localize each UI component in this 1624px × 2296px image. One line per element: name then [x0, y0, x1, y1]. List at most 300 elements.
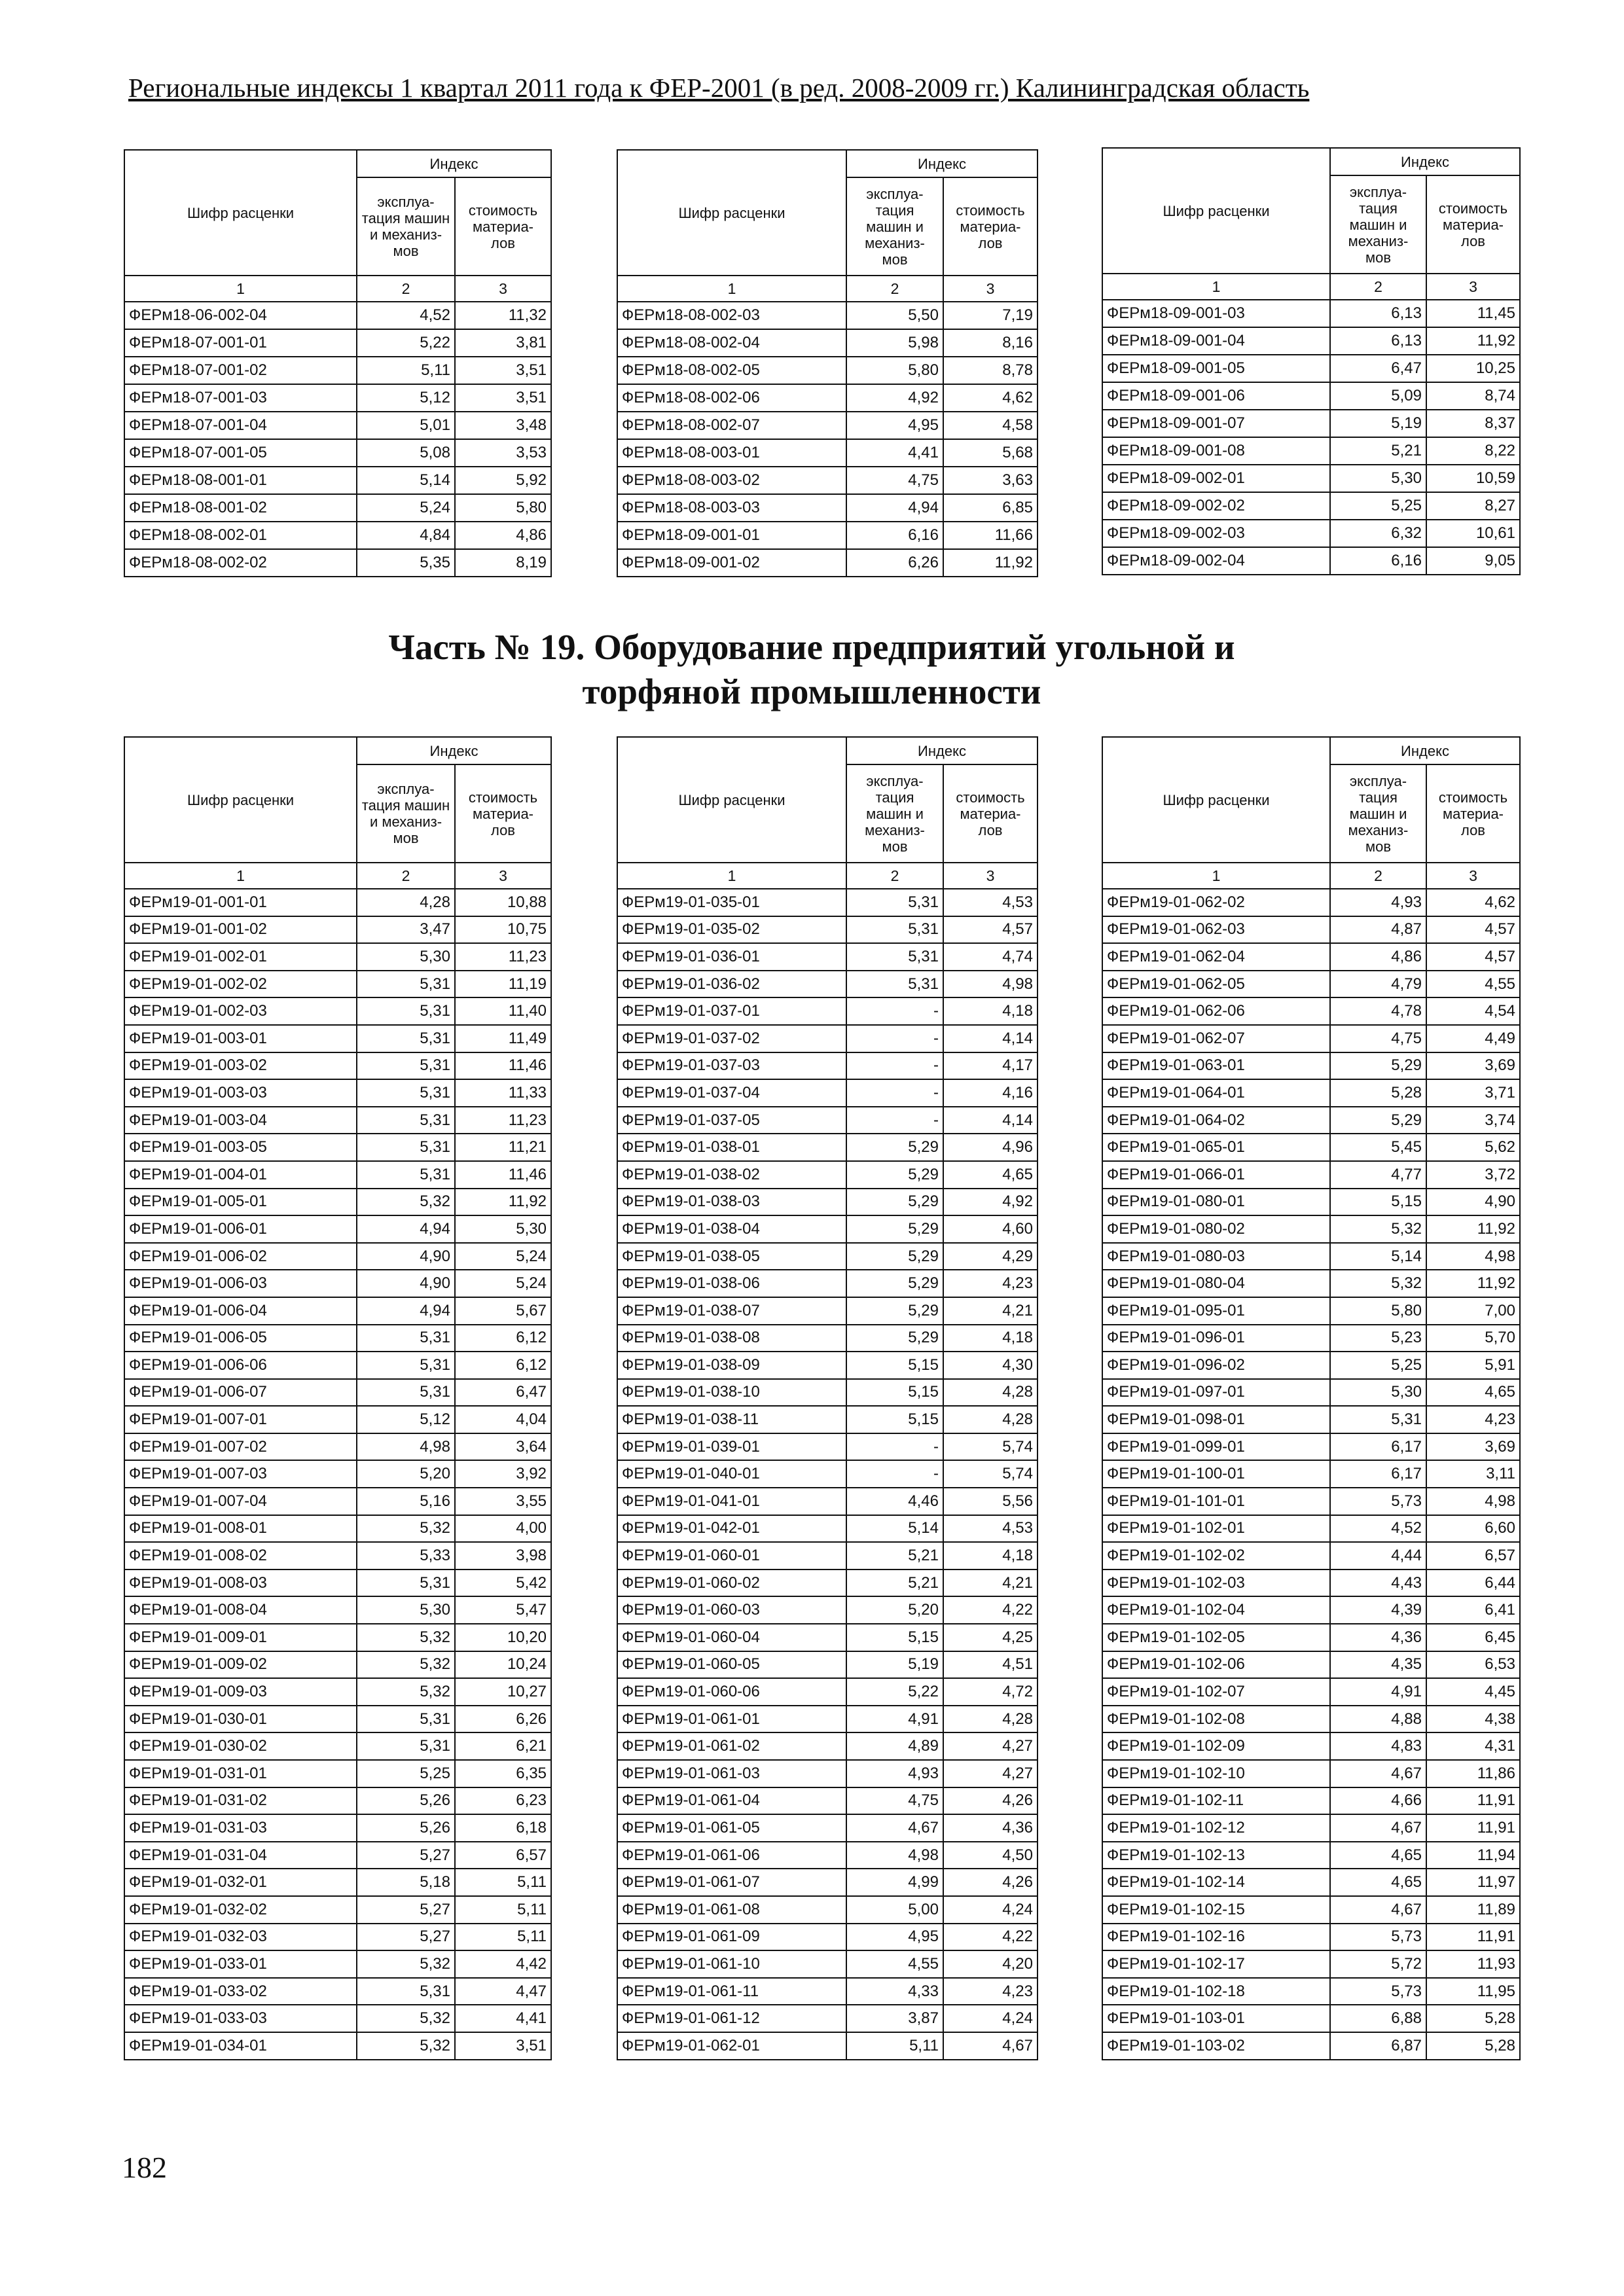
machines-index-cell: 4,86 — [1330, 943, 1426, 971]
rate-code-cell: ФЕРм19-01-037-03 — [617, 1052, 846, 1080]
materials-index-cell: 10,88 — [455, 889, 551, 916]
machines-index-cell: 5,11 — [357, 357, 455, 384]
materials-index-cell: 4,45 — [1426, 1678, 1520, 1706]
rate-code-cell: ФЕРм19-01-102-16 — [1102, 1924, 1330, 1951]
column-number-row — [1102, 863, 1520, 889]
table-row — [1102, 1842, 1520, 1869]
table-row — [124, 1896, 551, 1924]
materials-index-cell: 4,54 — [1426, 997, 1520, 1025]
rate-code-cell: ФЕРм19-01-008-04 — [124, 1596, 357, 1624]
table-row — [1102, 1107, 1520, 1134]
rate-code-cell: ФЕРм18-07-001-05 — [124, 439, 357, 467]
machines-index-cell: 5,80 — [1330, 1297, 1426, 1325]
machines-index-cell: 5,00 — [846, 1896, 943, 1924]
rate-code-cell: ФЕРм19-01-102-18 — [1102, 1978, 1330, 2005]
materials-index-cell: 4,98 — [943, 971, 1038, 998]
table-row — [1102, 1406, 1520, 1433]
rate-code-cell: ФЕРм19-01-030-01 — [124, 1706, 357, 1733]
table-row — [1102, 1814, 1520, 1842]
table-row — [617, 549, 1038, 577]
machines-index-cell: 5,31 — [846, 943, 943, 971]
code-column-header: Шифр расценки — [1102, 148, 1330, 274]
materials-index-cell: 4,86 — [455, 522, 551, 549]
table-row — [617, 1950, 1038, 1978]
machines-column-header: эксплуа- тация машин и механиз- мов — [1330, 175, 1426, 274]
machines-index-cell: 5,29 — [1330, 1107, 1426, 1134]
table-row — [1102, 1924, 1520, 1951]
table-row — [617, 1406, 1038, 1433]
column-number: 1 — [1102, 863, 1330, 889]
machines-index-cell: - — [846, 1433, 943, 1461]
column-number: 3 — [1426, 863, 1520, 889]
materials-index-cell: 5,24 — [455, 1243, 551, 1270]
materials-index-cell: 3,74 — [1426, 1107, 1520, 1134]
machines-index-cell: 5,31 — [357, 1161, 455, 1189]
table-row — [124, 2005, 551, 2032]
machines-index-cell: 5,30 — [357, 943, 455, 971]
table-row — [1102, 1189, 1520, 1216]
table-row — [124, 1107, 551, 1134]
materials-index-cell: 4,36 — [943, 1814, 1038, 1842]
materials-index-cell: 5,28 — [1426, 2005, 1520, 2032]
machines-index-cell: 5,21 — [846, 1542, 943, 1570]
rate-code-cell: ФЕРм19-01-061-02 — [617, 1732, 846, 1760]
machines-index-cell: 6,88 — [1330, 2005, 1426, 2032]
materials-index-cell: 4,26 — [943, 1869, 1038, 1896]
part-title-line1: Часть № 19. Оборудование предприятий угольной и — [388, 627, 1235, 667]
rate-code-cell: ФЕРм19-01-002-01 — [124, 943, 357, 971]
machines-index-cell: 5,32 — [357, 1189, 455, 1216]
rate-code-cell: ФЕРм19-01-096-01 — [1102, 1325, 1330, 1352]
rate-code-cell: ФЕРм19-01-065-01 — [1102, 1134, 1330, 1161]
machines-index-cell: 5,31 — [357, 1079, 455, 1107]
table-row — [1102, 492, 1520, 520]
index-column-header: Индекс — [846, 150, 1038, 177]
materials-index-cell: 10,75 — [455, 916, 551, 944]
table-row — [1102, 2005, 1520, 2032]
materials-index-cell: 8,37 — [1426, 410, 1520, 437]
machines-index-cell: 5,72 — [1330, 1950, 1426, 1978]
rate-code-cell: ФЕРм19-01-098-01 — [1102, 1406, 1330, 1433]
materials-index-cell: 6,45 — [1426, 1624, 1520, 1651]
machines-index-cell: 5,15 — [846, 1379, 943, 1407]
rate-code-cell: ФЕРм18-09-001-05 — [1102, 355, 1330, 382]
materials-index-cell: 11,66 — [943, 522, 1038, 549]
table-row — [617, 1542, 1038, 1570]
table-row — [124, 1488, 551, 1515]
machines-index-cell: 5,32 — [357, 1515, 455, 1543]
machines-index-cell: 4,91 — [846, 1706, 943, 1733]
materials-index-cell: 4,00 — [455, 1515, 551, 1543]
rate-code-cell: ФЕРм19-01-063-01 — [1102, 1052, 1330, 1080]
materials-index-cell: 4,67 — [943, 2032, 1038, 2060]
rate-code-cell: ФЕРм19-01-001-01 — [124, 889, 357, 916]
table-row — [617, 971, 1038, 998]
table-row — [124, 1869, 551, 1896]
rate-code-cell: ФЕРм19-01-001-02 — [124, 916, 357, 944]
machines-index-cell: 5,32 — [357, 2032, 455, 2060]
machines-index-cell: 6,16 — [1330, 547, 1426, 575]
table-header-row — [124, 737, 551, 764]
machines-index-cell: 5,32 — [357, 2005, 455, 2032]
materials-index-cell: 4,28 — [943, 1379, 1038, 1407]
machines-index-cell: 5,15 — [1330, 1189, 1426, 1216]
materials-index-cell: 4,57 — [943, 916, 1038, 944]
table-row — [124, 1352, 551, 1379]
materials-index-cell: 3,53 — [455, 439, 551, 467]
rate-code-cell: ФЕРм19-01-060-03 — [617, 1596, 846, 1624]
materials-index-cell: 11,86 — [1426, 1760, 1520, 1787]
machines-index-cell: 5,31 — [357, 997, 455, 1025]
materials-index-cell: 5,47 — [455, 1596, 551, 1624]
machines-index-cell: 5,31 — [357, 1325, 455, 1352]
materials-index-cell: 6,53 — [1426, 1651, 1520, 1679]
column-number: 1 — [124, 276, 357, 302]
materials-index-cell: 3,51 — [455, 2032, 551, 2060]
column-number: 3 — [1426, 274, 1520, 300]
machines-index-cell: 4,77 — [1330, 1161, 1426, 1189]
machines-index-cell: 4,75 — [846, 1787, 943, 1815]
machines-index-cell: 4,67 — [846, 1814, 943, 1842]
rate-code-cell: ФЕРм18-09-001-04 — [1102, 327, 1330, 355]
materials-index-cell: 6,26 — [455, 1706, 551, 1733]
column-number: 2 — [846, 276, 943, 302]
table-row — [1102, 300, 1520, 327]
column-number-row — [617, 863, 1038, 889]
materials-index-cell: 4,25 — [943, 1624, 1038, 1651]
rate-code-cell: ФЕРм19-01-009-01 — [124, 1624, 357, 1651]
column-number: 1 — [1102, 274, 1330, 300]
table-row — [617, 1706, 1038, 1733]
rate-code-cell: ФЕРм19-01-103-01 — [1102, 2005, 1330, 2032]
materials-index-cell: 9,05 — [1426, 547, 1520, 575]
materials-index-cell: 4,49 — [1426, 1025, 1520, 1052]
machines-index-cell: 4,78 — [1330, 997, 1426, 1025]
materials-column-header: стоимость материа- лов — [943, 764, 1038, 863]
table-row — [617, 412, 1038, 439]
table-row — [1102, 1624, 1520, 1651]
rate-code-cell: ФЕРм19-01-102-14 — [1102, 1869, 1330, 1896]
machines-index-cell: 6,26 — [846, 549, 943, 577]
rate-code-cell: ФЕРм19-01-102-17 — [1102, 1950, 1330, 1978]
table-row — [1102, 1325, 1520, 1352]
index-table-part19-col3 — [1102, 736, 1521, 2060]
rate-code-cell: ФЕРм19-01-102-11 — [1102, 1787, 1330, 1815]
table-row — [617, 1624, 1038, 1651]
rate-code-cell: ФЕРм19-01-102-08 — [1102, 1706, 1330, 1733]
materials-index-cell: 4,14 — [943, 1107, 1038, 1134]
machines-index-cell: 4,66 — [1330, 1787, 1426, 1815]
materials-index-cell: 4,72 — [943, 1678, 1038, 1706]
table-row — [1102, 971, 1520, 998]
rate-code-cell: ФЕРм19-01-102-05 — [1102, 1624, 1330, 1651]
table-row — [617, 889, 1038, 916]
rate-code-cell: ФЕРм19-01-038-01 — [617, 1134, 846, 1161]
materials-index-cell: 11,92 — [1426, 327, 1520, 355]
materials-index-cell: 3,69 — [1426, 1433, 1520, 1461]
rate-code-cell: ФЕРм19-01-038-06 — [617, 1270, 846, 1297]
machines-index-cell: 5,31 — [357, 1134, 455, 1161]
table-row — [124, 439, 551, 467]
table-row — [1102, 1488, 1520, 1515]
materials-index-cell: 6,35 — [455, 1760, 551, 1787]
column-number-row — [124, 276, 551, 302]
materials-index-cell: 4,26 — [943, 1787, 1038, 1815]
materials-index-cell: 4,62 — [943, 384, 1038, 412]
materials-index-cell: 4,57 — [1426, 943, 1520, 971]
machines-index-cell: 5,09 — [1330, 382, 1426, 410]
table-row — [124, 467, 551, 494]
machines-index-cell: 5,32 — [1330, 1270, 1426, 1297]
rate-code-cell: ФЕРм19-01-033-02 — [124, 1978, 357, 2005]
machines-index-cell: 4,93 — [846, 1760, 943, 1787]
machines-index-cell: 4,52 — [357, 302, 455, 329]
machines-index-cell: 5,30 — [357, 1596, 455, 1624]
materials-index-cell: 4,55 — [1426, 971, 1520, 998]
materials-index-cell: 4,23 — [1426, 1406, 1520, 1433]
table-row — [1102, 355, 1520, 382]
materials-index-cell: 3,98 — [455, 1542, 551, 1570]
machines-index-cell: 4,67 — [1330, 1896, 1426, 1924]
machines-index-cell: 5,29 — [846, 1325, 943, 1352]
materials-column-header: стоимость материа- лов — [455, 177, 551, 276]
table-row — [124, 1270, 551, 1297]
machines-index-cell: 4,87 — [1330, 916, 1426, 944]
rate-code-cell: ФЕРм19-01-006-02 — [124, 1243, 357, 1270]
table-row — [124, 1215, 551, 1243]
materials-index-cell: 4,31 — [1426, 1732, 1520, 1760]
table-row — [124, 1515, 551, 1543]
table-header-row — [1102, 148, 1520, 175]
rate-code-cell: ФЕРм19-01-064-02 — [1102, 1107, 1330, 1134]
rate-code-cell: ФЕРм19-01-006-03 — [124, 1270, 357, 1297]
machines-index-cell: 5,26 — [357, 1814, 455, 1842]
rate-code-cell: ФЕРм18-08-002-02 — [124, 549, 357, 577]
rate-code-cell: ФЕРм19-01-009-03 — [124, 1678, 357, 1706]
machines-index-cell: 6,87 — [1330, 2032, 1426, 2060]
rate-code-cell: ФЕРм19-01-038-09 — [617, 1352, 846, 1379]
materials-index-cell: 4,53 — [943, 1515, 1038, 1543]
rate-code-cell: ФЕРм19-01-006-04 — [124, 1297, 357, 1325]
table-row — [617, 329, 1038, 357]
code-column-header: Шифр расценки — [1102, 737, 1330, 863]
rate-code-cell: ФЕРм19-01-002-02 — [124, 971, 357, 998]
rate-code-cell: ФЕРм19-01-031-03 — [124, 1814, 357, 1842]
machines-index-cell: 5,33 — [357, 1542, 455, 1570]
materials-index-cell: 11,89 — [1426, 1896, 1520, 1924]
materials-index-cell: 4,50 — [943, 1842, 1038, 1869]
materials-index-cell: 5,74 — [943, 1433, 1038, 1461]
rate-code-cell: ФЕРм19-01-037-05 — [617, 1107, 846, 1134]
table-row — [1102, 2032, 1520, 2060]
table-row — [617, 1134, 1038, 1161]
machines-index-cell: 5,15 — [846, 1352, 943, 1379]
rate-code-cell: ФЕРм19-01-102-10 — [1102, 1760, 1330, 1787]
materials-index-cell: 11,92 — [1426, 1270, 1520, 1297]
rate-code-cell: ФЕРм18-09-001-03 — [1102, 300, 1330, 327]
rate-code-cell: ФЕРм18-08-002-04 — [617, 329, 846, 357]
machines-index-cell: 5,29 — [846, 1134, 943, 1161]
rate-code-cell: ФЕРм19-01-061-04 — [617, 1787, 846, 1815]
machines-index-cell: 4,28 — [357, 889, 455, 916]
rate-code-cell: ФЕРм19-01-003-05 — [124, 1134, 357, 1161]
table-row — [1102, 943, 1520, 971]
materials-index-cell: 6,47 — [455, 1379, 551, 1407]
column-number-row — [617, 276, 1038, 302]
rate-code-cell: ФЕРм19-01-038-02 — [617, 1161, 846, 1189]
column-number: 3 — [943, 276, 1038, 302]
table-row — [617, 1025, 1038, 1052]
table-row — [617, 1297, 1038, 1325]
table-row — [617, 1270, 1038, 1297]
materials-index-cell: 5,91 — [1426, 1352, 1520, 1379]
materials-index-cell: 3,63 — [943, 467, 1038, 494]
machines-index-cell: 5,50 — [846, 302, 943, 329]
rate-code-cell: ФЕРм19-01-061-08 — [617, 1896, 846, 1924]
materials-index-cell: 6,57 — [1426, 1542, 1520, 1570]
rate-code-cell: ФЕРм19-01-039-01 — [617, 1433, 846, 1461]
materials-index-cell: 4,62 — [1426, 889, 1520, 916]
rate-code-cell: ФЕРм19-01-061-09 — [617, 1924, 846, 1951]
materials-index-cell: 4,28 — [943, 1406, 1038, 1433]
table-row — [617, 1161, 1038, 1189]
machines-index-cell: 5,28 — [1330, 1079, 1426, 1107]
rate-code-cell: ФЕРм19-01-037-01 — [617, 997, 846, 1025]
materials-index-cell: 10,59 — [1426, 465, 1520, 492]
materials-index-cell: 5,56 — [943, 1488, 1038, 1515]
materials-index-cell: 4,18 — [943, 1325, 1038, 1352]
machines-index-cell: 4,44 — [1330, 1542, 1426, 1570]
machines-index-cell: 5,31 — [357, 971, 455, 998]
machines-index-cell: 5,24 — [357, 494, 455, 522]
machines-index-cell: 4,88 — [1330, 1706, 1426, 1733]
table-row — [617, 1352, 1038, 1379]
materials-index-cell: 10,20 — [455, 1624, 551, 1651]
rate-code-cell: ФЕРм19-01-007-01 — [124, 1406, 357, 1433]
materials-index-cell: 11,45 — [1426, 300, 1520, 327]
materials-index-cell: 5,74 — [943, 1460, 1038, 1488]
rate-code-cell: ФЕРм18-08-002-01 — [124, 522, 357, 549]
table-row — [1102, 1297, 1520, 1325]
table-row — [617, 1488, 1038, 1515]
materials-column-header: стоимость материа- лов — [943, 177, 1038, 276]
machines-index-cell: - — [846, 1460, 943, 1488]
table-row — [1102, 1651, 1520, 1679]
machines-index-cell: 5,73 — [1330, 1488, 1426, 1515]
table-row — [124, 1760, 551, 1787]
materials-index-cell: 3,69 — [1426, 1052, 1520, 1080]
materials-index-cell: 4,21 — [943, 1570, 1038, 1597]
machines-index-cell: 5,31 — [357, 1052, 455, 1080]
machines-index-cell: 5,21 — [846, 1570, 943, 1597]
rate-code-cell: ФЕРм19-01-061-05 — [617, 1814, 846, 1842]
table-row — [617, 2032, 1038, 2060]
column-number: 2 — [357, 276, 455, 302]
table-row — [1102, 1215, 1520, 1243]
materials-index-cell: 6,12 — [455, 1352, 551, 1379]
rate-code-cell: ФЕРм19-01-102-04 — [1102, 1596, 1330, 1624]
materials-column-header: стоимость материа- лов — [455, 764, 551, 863]
table-row — [1102, 1433, 1520, 1461]
code-column-header: Шифр расценки — [124, 737, 357, 863]
materials-index-cell: 3,64 — [455, 1433, 551, 1461]
page-header: Региональные индексы 1 квартал 2011 года к ФЕР-2001 (в ред. 2008-2009 гг.) Калининградская область — [128, 73, 1310, 103]
machines-index-cell: - — [846, 1079, 943, 1107]
rate-code-cell: ФЕРм19-01-102-06 — [1102, 1651, 1330, 1679]
machines-index-cell: 6,13 — [1330, 327, 1426, 355]
rate-code-cell: ФЕРм19-01-061-06 — [617, 1842, 846, 1869]
materials-index-cell: 5,11 — [455, 1869, 551, 1896]
rate-code-cell: ФЕРм18-07-001-04 — [124, 412, 357, 439]
materials-index-cell: 4,57 — [1426, 916, 1520, 944]
rate-code-cell: ФЕРм19-01-006-06 — [124, 1352, 357, 1379]
materials-index-cell: 8,27 — [1426, 492, 1520, 520]
machines-index-cell: 4,46 — [846, 1488, 943, 1515]
machines-index-cell: 5,30 — [1330, 1379, 1426, 1407]
machines-index-cell: 3,87 — [846, 2005, 943, 2032]
materials-index-cell: 4,41 — [455, 2005, 551, 2032]
materials-index-cell: 4,92 — [943, 1189, 1038, 1216]
machines-index-cell: 4,67 — [1330, 1760, 1426, 1787]
rate-code-cell: ФЕРм19-01-062-04 — [1102, 943, 1330, 971]
materials-index-cell: 6,60 — [1426, 1515, 1520, 1543]
table-row — [617, 1842, 1038, 1869]
materials-column-header: стоимость материа- лов — [1426, 764, 1520, 863]
table-row — [124, 1325, 551, 1352]
machines-index-cell: 5,27 — [357, 1896, 455, 1924]
rate-code-cell: ФЕРм19-01-060-04 — [617, 1624, 846, 1651]
materials-index-cell: 11,91 — [1426, 1924, 1520, 1951]
table-row — [124, 329, 551, 357]
table-row — [124, 1161, 551, 1189]
machines-index-cell: 4,92 — [846, 384, 943, 412]
machines-index-cell: 5,31 — [846, 889, 943, 916]
materials-index-cell: 3,11 — [1426, 1460, 1520, 1488]
rate-code-cell: ФЕРм19-01-035-01 — [617, 889, 846, 916]
column-number: 3 — [455, 276, 551, 302]
table-row — [1102, 1732, 1520, 1760]
table-row — [124, 549, 551, 577]
materials-index-cell: 3,51 — [455, 384, 551, 412]
rate-code-cell: ФЕРм19-01-060-06 — [617, 1678, 846, 1706]
materials-index-cell: 3,51 — [455, 357, 551, 384]
rate-code-cell: ФЕРм19-01-032-01 — [124, 1869, 357, 1896]
machines-index-cell: 5,31 — [357, 1732, 455, 1760]
table-row — [124, 1978, 551, 2005]
materials-index-cell: 6,41 — [1426, 1596, 1520, 1624]
column-number: 2 — [846, 863, 943, 889]
table-row — [617, 1215, 1038, 1243]
machines-index-cell: 4,33 — [846, 1978, 943, 2005]
rate-code-cell: ФЕРм19-01-102-15 — [1102, 1896, 1330, 1924]
materials-index-cell: 4,29 — [943, 1243, 1038, 1270]
machines-index-cell: 3,47 — [357, 916, 455, 944]
materials-index-cell: 11,97 — [1426, 1869, 1520, 1896]
table-row — [124, 1624, 551, 1651]
table-row — [617, 2005, 1038, 2032]
materials-index-cell: 11,93 — [1426, 1950, 1520, 1978]
table-row — [124, 494, 551, 522]
rate-code-cell: ФЕРм19-01-032-03 — [124, 1924, 357, 1951]
table-row — [617, 916, 1038, 944]
rate-code-cell: ФЕРм19-01-062-06 — [1102, 997, 1330, 1025]
machines-index-cell: 5,12 — [357, 384, 455, 412]
materials-index-cell: 4,14 — [943, 1025, 1038, 1052]
rate-code-cell: ФЕРм18-08-003-01 — [617, 439, 846, 467]
table-row — [617, 302, 1038, 329]
column-number: 1 — [124, 863, 357, 889]
rate-code-cell: ФЕРм18-06-002-04 — [124, 302, 357, 329]
